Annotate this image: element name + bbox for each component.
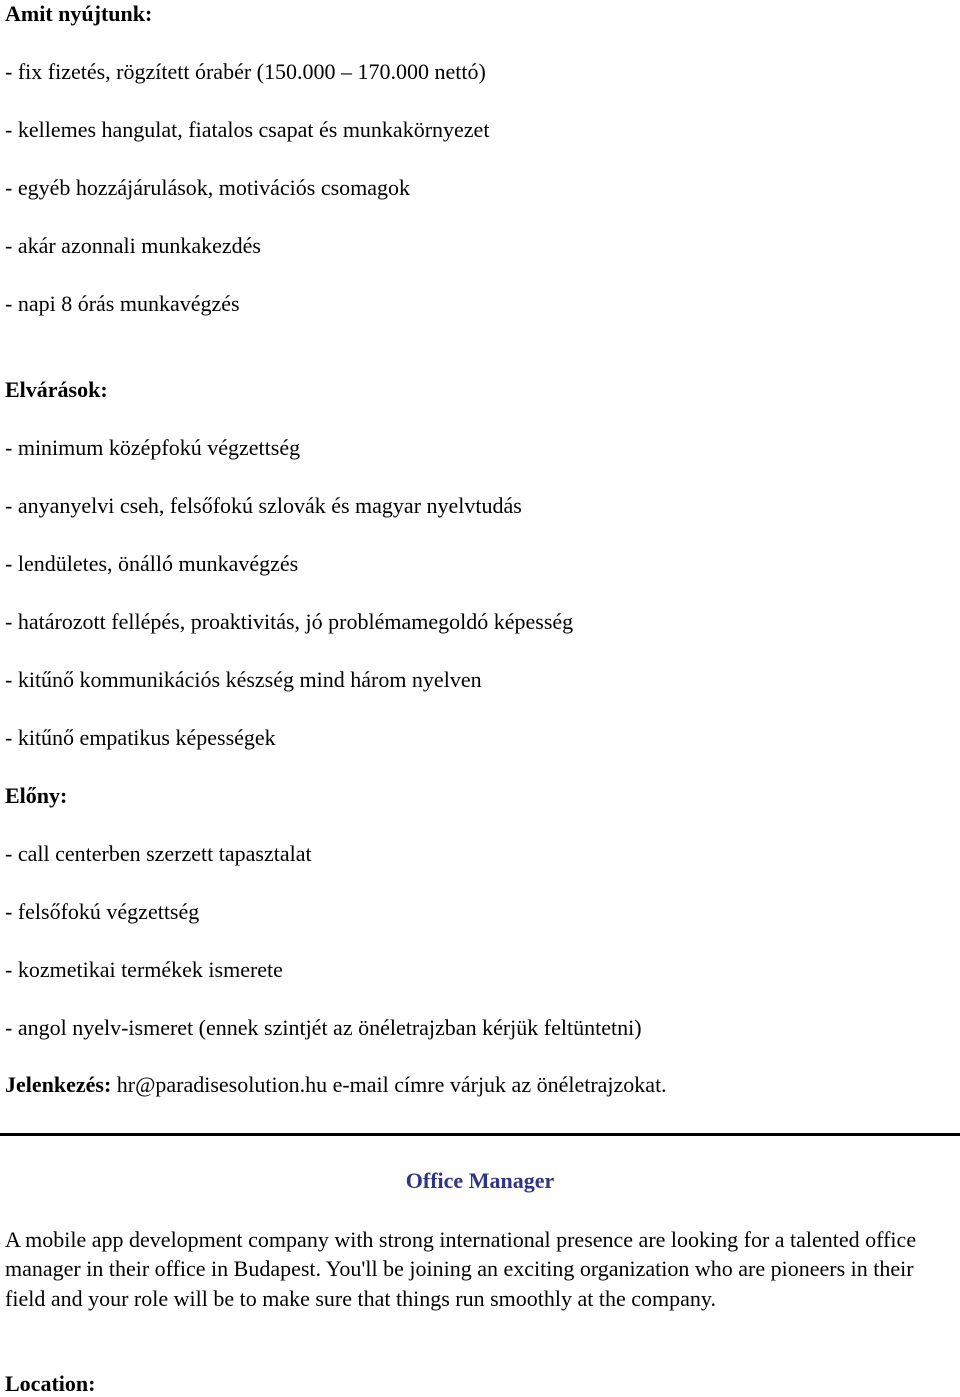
- requirements-item-communication: - kitűnő kommunikációs készség mind három nyelven: [5, 667, 482, 692]
- advantage-item-english: - angol nyelv-ismeret (ennek szintjét az önéletrajzban kérjük feltüntetni): [5, 1015, 642, 1040]
- apply-label: Jelenkezés:: [5, 1072, 112, 1097]
- section-divider: [0, 1133, 960, 1136]
- offer-item-contributions: - egyéb hozzájárulások, motivációs csomagok: [5, 175, 411, 200]
- advantage-item-cosmetics: - kozmetikai termékek ismerete: [5, 957, 283, 982]
- offer-item-start: - akár azonnali munkakezdés: [5, 233, 261, 258]
- requirements-item-education: - minimum középfokú végzettség: [5, 435, 301, 460]
- requirements-item-independent: - lendületes, önálló munkavégzés: [5, 551, 299, 576]
- offer-item-atmosphere: - kellemes hangulat, fiatalos csapat és munkakörnyezet: [5, 117, 490, 142]
- job-title: Office Manager: [405, 1168, 555, 1193]
- requirements-item-empathy: - kitűnő empatikus képességek: [5, 725, 276, 750]
- advantage-heading: Előny:: [5, 783, 68, 808]
- requirements-heading: Elvárások:: [5, 377, 108, 402]
- offer-item-hours: - napi 8 órás munkavégzés: [5, 291, 240, 316]
- offer-item-salary: - fix fizetés, rögzített órabér (150.000 – 170.000 nettó): [5, 59, 486, 84]
- apply-text: hr@paradisesolution.hu e-mail címre várjuk az önéletrajzokat.: [111, 1072, 667, 1097]
- job-description: A mobile app development company with strong international presence are looking for a talented office manager in their office in Budapest. You'll be joining an exciting organization who are pioneers in their field and your role will be to make sure that things run smoothly at the company.: [5, 1227, 917, 1311]
- apply-line: [5, 1072, 667, 1098]
- location-label: Location:: [5, 1371, 96, 1396]
- advantage-item-degree: - felsőfokú végzettség: [5, 899, 200, 924]
- requirements-item-proactive: - határozott fellépés, proaktivitás, jó problémamegoldó képesség: [5, 609, 574, 634]
- advantage-item-callcenter: - call centerben szerzett tapasztalat: [5, 841, 312, 866]
- requirements-item-languages: - anyanyelvi cseh, felsőfokú szlovák és magyar nyelvtudás: [5, 493, 522, 518]
- offer-heading: Amit nyújtunk:: [5, 1, 153, 26]
